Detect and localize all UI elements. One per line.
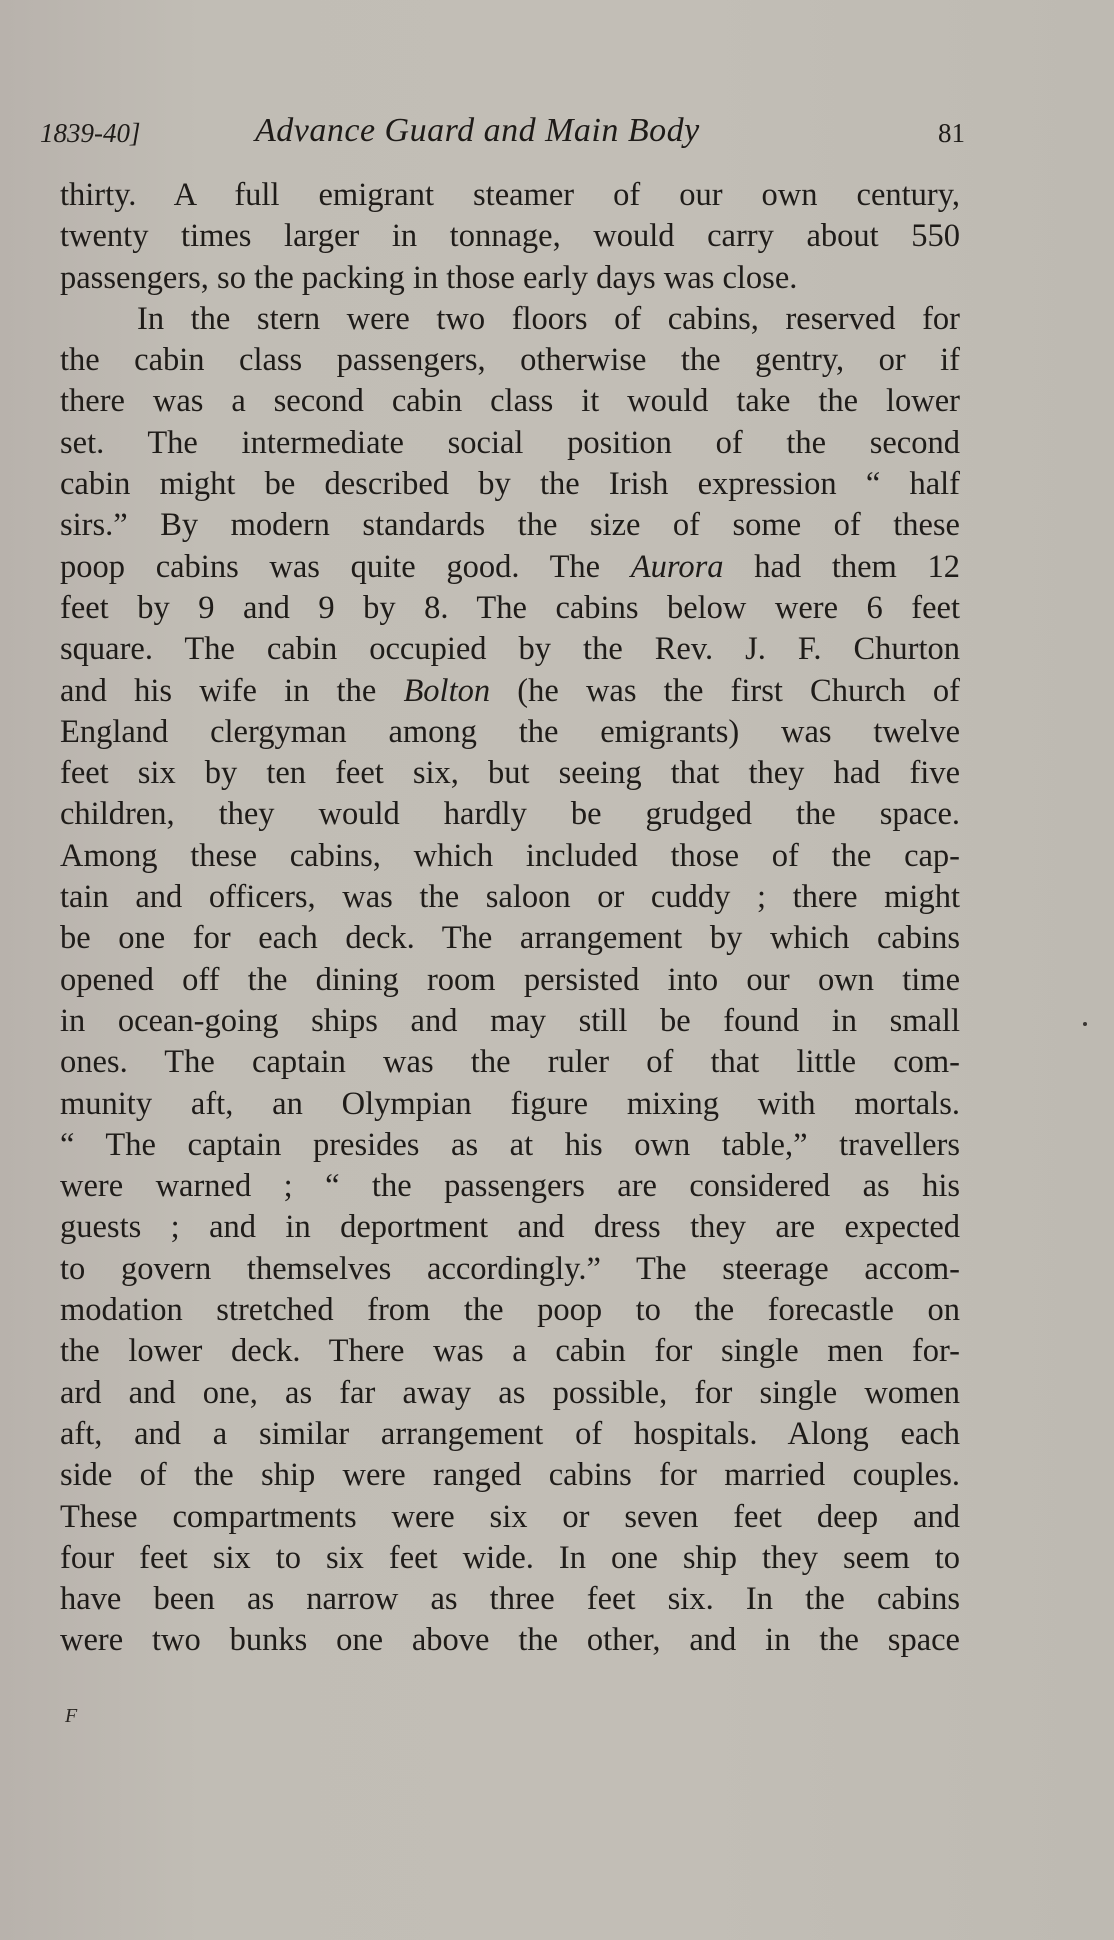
ship-name: Aurora (630, 548, 724, 585)
text-line: passengers, so the packing in those early days was close. (60, 259, 798, 296)
text-line-part: and his wife in the (60, 672, 404, 709)
text-line: These compartments were six or seven feet deep and (60, 1498, 960, 1535)
paper-speck (1083, 1022, 1087, 1026)
text-line: children, they would hardly be grudged the space. (60, 796, 960, 833)
text-line: square. The cabin occupied by the Rev. J. F. Churton (60, 631, 960, 668)
running-head-years: 1839-40] (40, 118, 141, 148)
text-line: there was a second cabin class it would take the lower (60, 383, 960, 420)
text-line: sirs.” By modern standards the size of some of these (60, 507, 960, 544)
signature-mark: F (65, 1705, 78, 1727)
text-line (60, 547, 960, 588)
text-line (60, 671, 960, 712)
text-line: set. The intermediate social position of the second (60, 424, 960, 461)
text-line: feet by 9 and 9 by 8. The cabins below were 6 feet (60, 589, 960, 626)
text-line: were two bunks one above the other, and in the space (60, 1622, 960, 1659)
text-line: “ The captain presides as at his own table,” travellers (60, 1126, 960, 1163)
text-line: ard and one, as far away as possible, for single women (60, 1374, 960, 1411)
text-line: thirty. A full emigrant steamer of our own century, (60, 177, 960, 213)
text-line: In the stern were two floors of cabins, reserved for (137, 300, 960, 337)
ship-name: Bolton (403, 672, 491, 709)
text-line: to govern themselves accordingly.” The steerage accom- (60, 1250, 960, 1287)
text-line: four feet six to six feet wide. In one ship they seem to (60, 1539, 960, 1576)
text-line: feet six by ten feet six, but seeing that they had five (60, 755, 960, 792)
running-head (40, 112, 990, 160)
text-line-part: had them 12 (723, 548, 960, 585)
text-line: the lower deck. There was a cabin for single men for- (60, 1333, 960, 1370)
text-line: the cabin class passengers, otherwise the gentry, or if (60, 342, 960, 379)
text-line-part: (he was the first Church of (490, 672, 960, 709)
text-line-part: poop cabins was quite good. The (60, 548, 631, 585)
body-text (60, 175, 960, 1662)
text-line: have been as narrow as three feet six. In the cabins (60, 1581, 960, 1618)
text-line: ones. The captain was the ruler of that little com- (60, 1044, 960, 1081)
text-line: Among these cabins, which included those of the cap- (60, 837, 960, 874)
text-line: aft, and a similar arrangement of hospitals. Along each (60, 1415, 960, 1452)
text-line: guests ; and in deportment and dress they are expected (60, 1209, 960, 1246)
text-line: opened off the dining room persisted into our own time (60, 961, 960, 998)
text-line: side of the ship were ranged cabins for married couples. (60, 1457, 960, 1494)
text-line: in ocean-going ships and may still be found in small (60, 1002, 960, 1039)
running-head-title: Advance Guard and Main Body (255, 112, 700, 149)
text-line: modation stretched from the poop to the forecastle on (60, 1292, 960, 1329)
text-line: munity aft, an Olympian figure mixing with mortals. (60, 1085, 960, 1122)
text-line: tain and officers, was the saloon or cuddy ; there might (60, 879, 960, 916)
text-line: were warned ; “ the passengers are considered as his (60, 1168, 960, 1205)
text-line: England clergyman among the emigrants) was twelve (60, 713, 960, 750)
page-number: 81 (938, 118, 965, 148)
text-line: be one for each deck. The arrangement by which cabins (60, 920, 960, 957)
text-line: cabin might be described by the Irish expression “ half (60, 466, 960, 503)
text-line: twenty times larger in tonnage, would carry about 550 (60, 218, 960, 255)
